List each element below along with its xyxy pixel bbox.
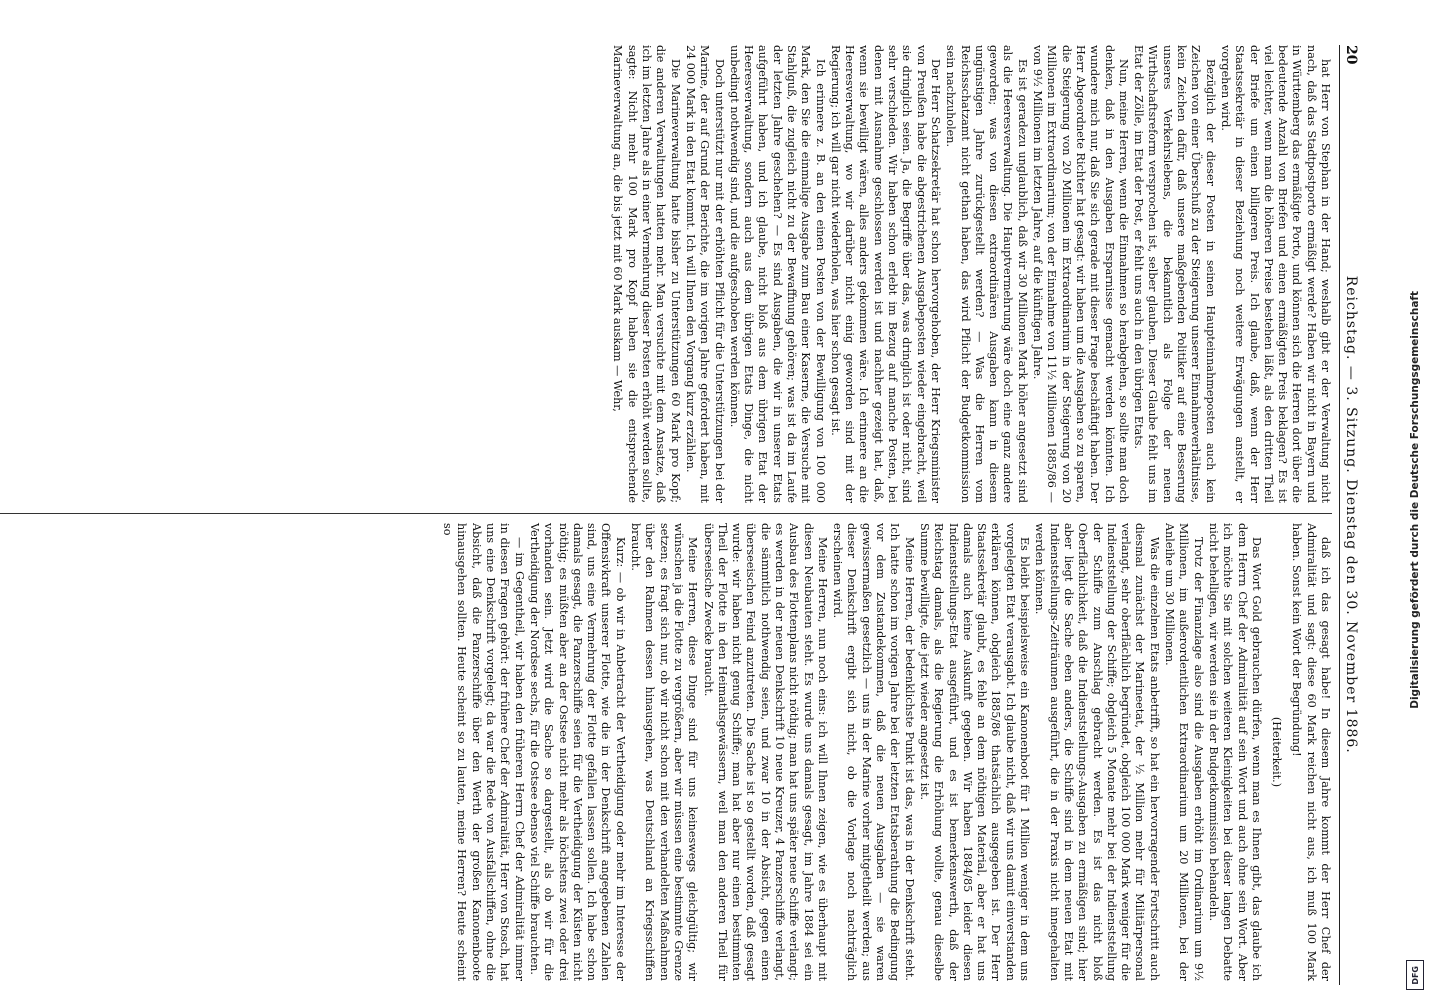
paragraph: Nun, meine Herren, wenn die Einnahmen so herabgehen, so sollte man doch denken, daß in den Ausgaben Ersparnisse gemacht werden könnten. Ich wundere mich nur, daß Sie sich gerade mit dieser Frage beschäftigt haben. Der Herr Abgeordnete Richter hat gesagt: wir haben um die Ausgaben so zu sparen, die Steigerung von 20 Millionen im Extraordinarium in der Steigerung von 20 Millionen im Extraordinarium; von der Einnahme von 11½ Millionen 1885/86 — von 9½ Millionen im letzten Jahre, auf die künftigen Jahre.	[1031, 45, 1130, 503]
paragraph: Meine Herren, nun noch eins: ich will Ihnen zeigen, wie es überhaupt mit diesen Neubauten steht. Es wurde uns damals gesagt, im Jahre 1884 sei ein Ausbau des Flottenplans nicht nöthig; man hat uns später neue Schiffe verlangt; es werden in der neuen Denkschrift 10 neue Kreuzer, 4 Panzerschiffe verlangt, die sämmtlich nothwendig seien, und zwar 10 in der Absicht, gegen einen überseeischen Feind anzutreten. Die Sache ist so gestellt worden, daß gesagt wurde: wir haben nicht genug Schiffe; man hat aber nur einen bestimmten Theil der Flotte in den Heimathsgewässern, weil man den anderen Theil für überseeische Zwecke braucht.	[701, 523, 829, 981]
paragraph: Das Wort Gold gebrauchen dürfen, wenn man es Ihnen gibt, das glaube ich dem Herrn Chef der Admiralität auf sein Wort und auch ohne sein Wort. Aber ich möchte Sie mit solchen weiteren Kleinigkeiten bei dieser langen Debatte nicht behelligen, wir werden sie in der Budgetkommission behandeln.	[1206, 523, 1263, 981]
right-column	[0, 523, 1332, 981]
dfg-logo	[1406, 960, 1424, 990]
digitization-credit	[1404, 0, 1426, 1000]
paragraph: (Heiterkeit.)	[1270, 716, 1284, 788]
left-column	[0, 45, 1332, 503]
credit-text: Digitalisierung gefördert durch die Deutsche Forschungsgemeinschaft	[1409, 291, 1421, 709]
paragraph: Es ist geradezu unglaublich, daß wir 30 Millionen Mark höher angesetzt sind als die Heeresverwaltung. Die Hauptvermehrung wäre doch eine ganz andere geworden; was von diesen extraordinären Ausgaben kann in diesem ungünstigen Jahre zurückgestellt werden? — Was die Herren vom Reichsschatzamt nicht gethan haben, das wird Pflicht der Budgetkommission sein nachzuholen.	[944, 45, 1029, 503]
paragraph: Kurz: — ob wir in Anbetracht der Vertheidigung oder mehr im Interesse der Offensivkraft unserer Flotte, wie die in der Denkschrift angegebenen Zahlen sind, uns eine Vermehrung der Flotte gefallen lassen sollen. Ich habe schon damals gesagt, die Panzerschiffe seien für die Vertheidigung der Küsten nicht nöthig; es müßten aber an der Ostsee nicht mehr als höchstens zwei oder drei vorhanden sein. Jetzt wird die Sache so dargestellt, als ob wir für die Vertheidigung der Nordsee sechs, für die Ostsee ebenso viel Schiffe brauchten.	[527, 523, 627, 981]
paragraph: Doch unterstützt nur mit der erhöhten Pflicht für die Unterstützungen bei der Marine, der auf Grund der Berichte, die im vorigen Jahre gefordert haben, mit 24 000 Mark in den Etat kommt. Ich will Ihnen den Vorgang kurz erzählen.	[683, 45, 726, 503]
page-number: 20	[1343, 45, 1359, 65]
page-header	[1339, 45, 1362, 985]
paragraph: Ich erinnere z. B. an den einen Posten von der Bewilligung von 100 000 Mark, den Sie die einmalige Ausgabe zum Bau einer Kaserne, die Versuche mit Stahlguß, die zugleich nicht zu der Bewaffnung gehören; was ist da im Laufe der letzten Jahre geschehen? — Es sind Ausgaben, die wir in unserer Etats aufgeführt haben, und ich glaube, nicht bloß aus dem übrigen Etat der Heeresverwaltung, sondern auch aus dem übrigen Etats Dinge, die nicht unbedingt nothwendig sind, und die aufgeschoben werden können.	[727, 45, 827, 503]
rotated-page-content	[0, 45, 1362, 985]
column-divider	[0, 513, 1332, 514]
paragraph: — im Gegentheil, wir haben den früheren Herrn Chef der Admiralität immer in diesen Fragen gehört: der frühere Chef der Admiralität, Herr von Stosch, hat uns eine Denkschrift vorgelegt; da war die Rede von Ausfallschiffen, ohne die Absicht, daß die Panzerschiffe über den Werth der großen Kanonenboote hinausgehen sollten. Heute scheint so zu lauten, meine Herren? Heute scheint so	[441, 523, 526, 981]
paragraph: hat Herr von Stephan in der Hand; weshalb gibt er der Verwaltung nicht nach, daß das Stadtpostporto ermäßigt werde? Haben wir nicht in Bayern und in Württemberg das ermäßigte Porto, und können sich die Herren dort über die bedeutende Anzahl von Briefen und einen ermäßigten Preis beklagen? Es ist viel leichter, wenn man die höheren Preise bestehen läßt, als den dritten Theil der Briefe um einen billigeren Preis. Ich glaube, daß, wenn der Herr Staatssekretär in dieser Beziehung noch weitere Erwägungen anstellt, er vorgehen wird.	[1218, 45, 1332, 503]
paragraph: Bezüglich der dieser Posten in seinen Haupteinnahmeposten auch kein Zeichen von einer Überschuß zu der Steigerung unserer Einnahmeverhältnisse, kein Zeichen dafür, daß unsere maßgebenden Politiker auf eine Besserung unseres Verkehrslebens, die bekanntlich als Folge der neuen Wirthschaftsreform versprochen ist, selber glauben. Dieser Glaube fehlt uns im Etat der Zölle, im Etat der Post, er fehlt uns auch in den übrigen Etats.	[1132, 45, 1217, 503]
paragraph: Der Herr Schatzsekretär hat schon hervorgehoben, der Herr Kriegsminister von Preußen habe die abgestrichenen Ausgabeposten wieder eingebracht, weil sie dringlich seien. Ja, die Begriffe über das, was dringlich ist oder nicht, sind sehr verschieden. Wir haben schon erlebt im Bezug auf manche Posten, bei denen mit Ausnahme geschlossen werden ist und nachher gezeigt hat, daß, wenn sie bewilligt wären, alles anders gekommen wäre. Ich erinnere an die Heeresverwaltung, wo wir darüber nicht einig geworden sind mit der Regierung; ich will gar nicht wiederholen, was hier schon gesagt ist.	[828, 45, 942, 503]
paragraph: daß ich das gesagt habe! In diesem Jahre kommt der Herr Chef der Admiralität und sagt: diese 60 Mark reichen nicht aus, ich muß 100 Mark haben. Sonst kein Wort der Begründung!	[1290, 523, 1332, 981]
paragraph: Meine Herren, der bedenklichste Punkt ist das, was in der Denkschrift steht. Ich hatte schon im vorigen Jahre bei der letzten Etatsberathung die Bedingung vor dem Zustandekommen, daß die neuen Ausgaben — sie waren gewissermaßen gesetzlich — uns in der Marine vorher mitgetheilt werden; aus dieser Denkschrift ergibt sich nicht, ob die Vorlage noch nachträglich erscheinen wird.	[831, 523, 916, 981]
page-title: Reichstag. — 3. Sitzung. Dienstag den 30. November 1886.	[1343, 275, 1359, 754]
paragraph: Die Marineverwaltung hatte bisher zu Unterstützungen 60 Mark pro Kopf; die anderen Verwaltungen hatten mehr. Man versuchte mit dem Ansatze, daß ich im letzten Jahre als in einer Vermehrung dieser Posten erhöht werden sollte, sagte: Nicht mehr 100 Mark pro Kopf haben sie die entsprechende Marineverwaltung an, die bis jetzt mit 60 Mark auskam — Wehr,	[611, 45, 682, 503]
paragraph: Trotz der Finanzlage also sind die Ausgaben erhöht im Ordinarium um 9½ Millionen, im außerordentlichen Extraordinarium um 20 Millionen, bei der Anleihe um 30 Millionen.	[1163, 523, 1205, 981]
paragraph: Was die einzelnen Etats anbetrifft, so hat ein hervorragender Fortschritt auch diesmal zunächst der Marineetat, der ½ Million mehr für Militärpersonal verlangt, sehr oberflächlich begründet, obgleich 100 000 Mark weniger für die Indienststellung der Schiffe; obgleich 5 Monate mehr bei der Indienststellung der Schiffe zum Anschlag gebracht werden. Es ist das nicht bloß Oberflächlichkeit, daß die Indienststellungs-Ausgaben zu ermäßigen sind; hier aber liegt die Sache eben anders, die Schiffe sind in dem neuen Etat mit Indienststellungs-Zeiträumen ausgeführt, die in der Praxis nicht innegehalten werden können.	[1033, 523, 1161, 981]
paragraph: Meine Herren, diese Dinge sind für uns keineswegs gleichgültig; wir wünschen ja die Flotte zu vergrößern, aber wir müssen eine bestimmte Grenze setzen; es fragt sich nur, ob wir nicht schon mit den verhandelten Maßnahmen über den Rahmen dessen hinausgehen, was Deutschland an Kriegsschiffen braucht.	[629, 523, 700, 981]
logo-text: DFG	[1410, 965, 1420, 985]
paragraph: Es bleibt beispielsweise ein Kanonenboot für 1 Million weniger in dem uns vorgelegten Etat verausgabt. Ich glaube nicht, daß wir uns damit einverstanden erklären können, obgleich 1885/86 thatsächlich ausgegeben ist. Der Herr Staatssekretär glaubt, es fehle an dem nöthigen Material, aber er hat uns damals auch keine Auskunft gegeben. Wir haben 1884/85 leider diesen Indienststellungs-Etat ausgeführt, und es ist bemerkenswerth, daß der Reichstag damals, als die Regierung die Erhöhung wollte, genau dieselbe Summe bewilligte, die jetzt wieder angesetzt ist.	[917, 523, 1032, 981]
